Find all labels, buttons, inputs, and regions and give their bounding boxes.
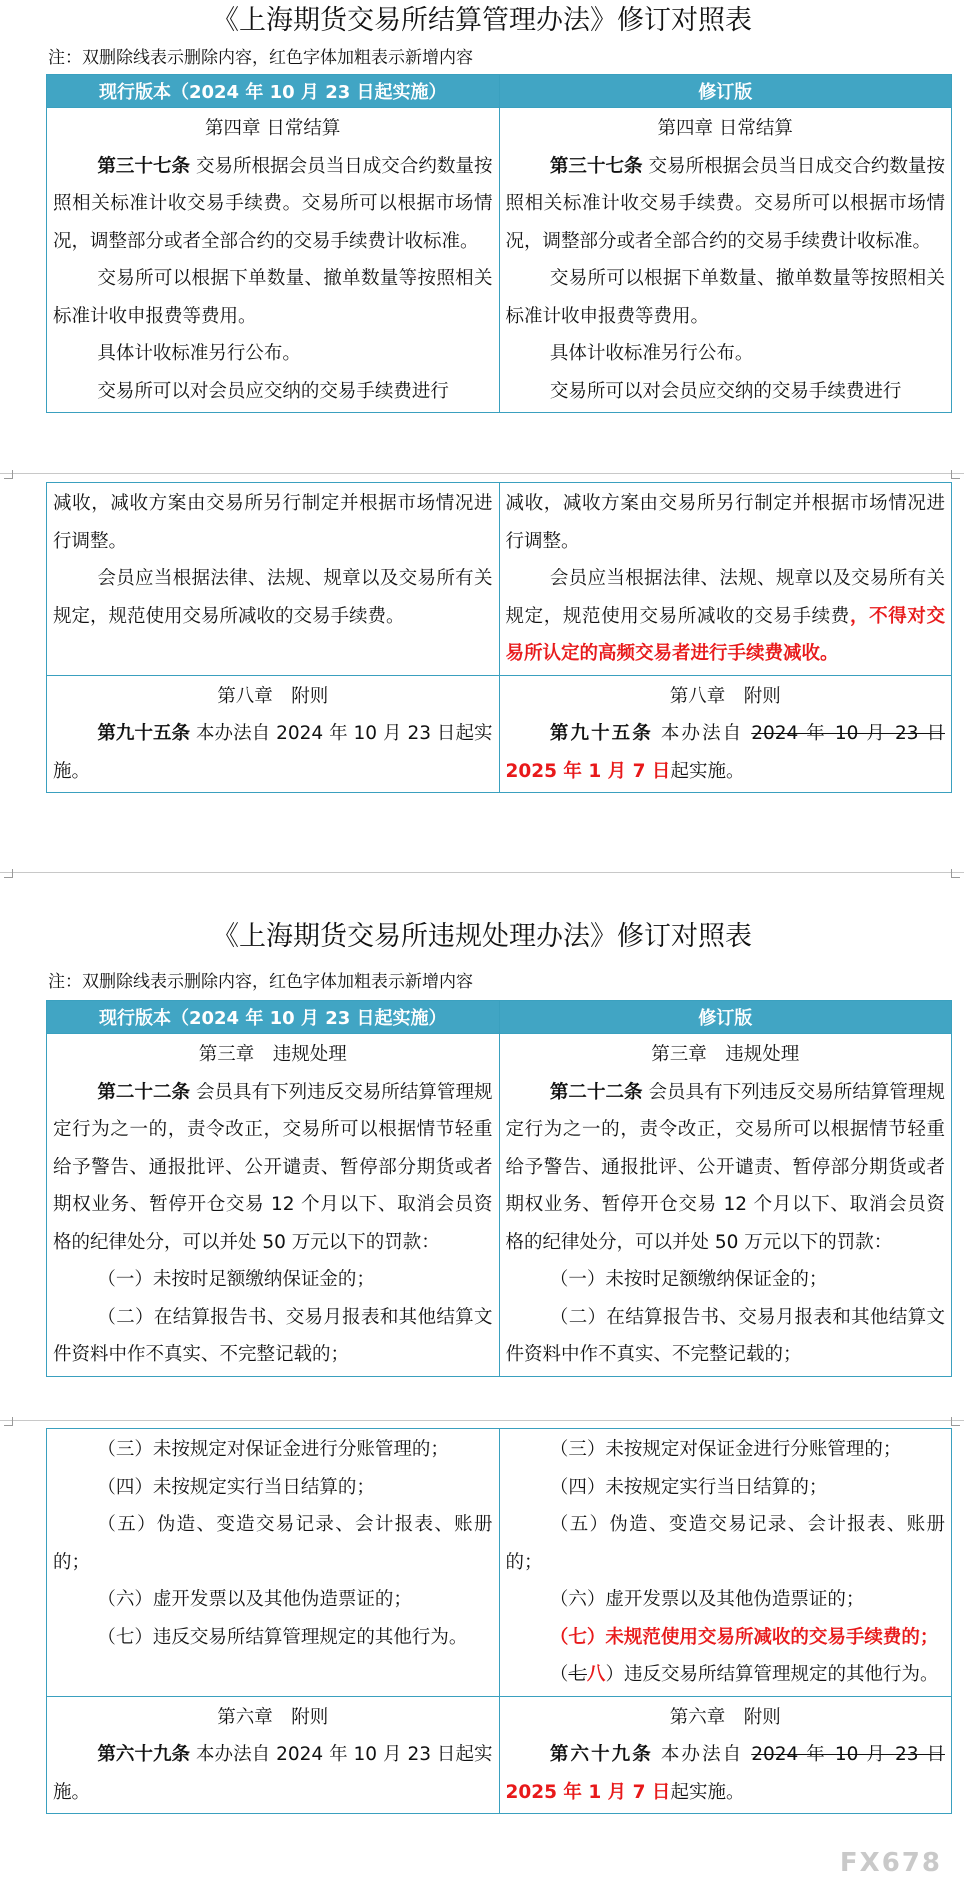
- revised-cell: [499, 483, 952, 676]
- article-text: 交易所根据会员当日成交合约数量按照相关标准计收交易手续费。交易所可以根据市场情况，调整部分或者全部合约的交易手续费计收标准。: [505, 155, 945, 252]
- chapter-heading: 第三章 违规处理: [198, 1044, 347, 1065]
- current-cell: [47, 108, 500, 413]
- header-current: 现行版本（2024 年 10 月 23 日起实施）: [47, 75, 500, 108]
- header-revised: 修订版: [499, 1001, 952, 1034]
- list-item: [506, 1656, 946, 1694]
- chapter-heading: 第六章 附则: [217, 1706, 329, 1728]
- list-item: （一）未按时足额缴纳保证金的；: [549, 1269, 828, 1290]
- paragraph: 减收，减收方案由交易所另行制定并根据市场情况进行调整。: [53, 493, 493, 552]
- doc1-table-page2: [46, 482, 952, 793]
- article-number: 第九十五条: [549, 723, 653, 744]
- article-paragraph: [53, 715, 493, 790]
- article-number: 第三十七条: [549, 155, 643, 177]
- table-row: [47, 1034, 952, 1377]
- chapter-heading: 第四章 日常结算: [205, 118, 341, 139]
- article-text: 本办法自 2024 年 10 月 23 日起实施。: [53, 1744, 493, 1803]
- page-break: [0, 1420, 964, 1421]
- page-break: [0, 872, 964, 873]
- article-paragraph: [53, 1074, 493, 1262]
- paragraph: 具体计收标准另行公布。: [549, 343, 754, 364]
- revised-cell: [499, 1429, 952, 1697]
- doc1-table-page1: [46, 74, 952, 413]
- deleted-text: 2024 年 10 月 23 日: [751, 1744, 945, 1765]
- current-cell: [47, 675, 500, 793]
- paragraph-text: 会员应当根据法律、法规、规章以及交易所有关规定，规范使用交易所减收的交易手续费: [505, 568, 945, 627]
- current-cell: [47, 1696, 500, 1814]
- added-text: ，不得对交易所认定的高频交易者进行手续费减收。: [505, 605, 945, 664]
- article-number: 第二十二条: [549, 1081, 643, 1103]
- article-text: 交易所根据会员当日成交合约数量按照相关标准计收交易手续费。交易所可以根据市场情况，调整部分或者全部合约的交易手续费计收标准。: [53, 155, 493, 252]
- article-number: 第六十九条: [97, 1744, 191, 1765]
- current-cell: [47, 1034, 500, 1377]
- table-row: [47, 675, 952, 793]
- list-item: （六）虚开发票以及其他伪造票证的；: [549, 1589, 865, 1610]
- article-paragraph: [53, 1736, 493, 1811]
- article-number: 第二十二条: [97, 1081, 191, 1103]
- paragraph: 具体计收标准另行公布。: [97, 343, 301, 364]
- deleted-text: 七: [568, 1664, 587, 1685]
- table-row: [47, 483, 952, 676]
- article-text: 会员具有下列违反交易所结算管理规定行为之一的，责令改正，交易所可以根据情节轻重给予警告、通报批评、公开谴责、暂停部分期货或者期权业务、暂停开仓交易 12 个月以下、取消会员资格的纪律处分，可以并处 50 万元以下的罚款：: [505, 1081, 945, 1253]
- watermark-logo: FX678: [839, 1848, 942, 1878]
- article-text: 本办法自 2024 年 10 月 23 日起实施。: [53, 723, 493, 782]
- list-item: （五）伪造、变造交易记录、会计报表、账册的；: [53, 1514, 493, 1573]
- list-item: （二）在结算报告书、交易月报表和其他结算文件资料中作不真实、不完整记载的；: [505, 1306, 945, 1365]
- list-item: （五）伪造、变造交易记录、会计报表、账册的；: [505, 1514, 945, 1573]
- table-header-row: [47, 1001, 952, 1034]
- list-item: （四）未按规定实行当日结算的；: [97, 1476, 375, 1498]
- chapter-heading: 第六章 附则: [669, 1706, 781, 1728]
- added-text: （七）未规范使用交易所减收的交易手续费的；: [549, 1626, 939, 1648]
- revised-cell: [499, 675, 952, 793]
- list-item: （三）未按规定对保证金进行分账管理的；: [549, 1439, 902, 1460]
- list-item-added: [506, 1619, 946, 1657]
- article-text: 起实施。: [670, 760, 745, 782]
- header-revised: 修订版: [499, 75, 952, 108]
- article-text: 本办法自: [652, 1744, 752, 1765]
- article-paragraph: [506, 1074, 946, 1262]
- page-break: [0, 473, 964, 474]
- header-current: 现行版本（2024 年 10 月 23 日起实施）: [47, 1001, 500, 1034]
- paragraph: 交易所可以根据下单数量、撤单数量等按照相关标准计收申报费等费用。: [505, 268, 945, 327]
- doc1-title: 《上海期货交易所结算管理办法》修订对照表: [212, 5, 752, 36]
- revised-cell: [499, 108, 952, 413]
- table-row: [47, 108, 952, 413]
- doc2-table-page2: [46, 1428, 952, 1814]
- deleted-text: 2024 年 10 月 23 日: [751, 723, 945, 744]
- list-item: （二）在结算报告书、交易月报表和其他结算文件资料中作不真实、不完整记载的；: [53, 1306, 493, 1365]
- chapter-heading: 第八章 附则: [217, 685, 329, 707]
- article-number: 第三十七条: [97, 155, 191, 177]
- added-text: 2025 年 1 月 7 日: [505, 1781, 671, 1803]
- doc2-title: 《上海期货交易所违规处理办法》修订对照表: [212, 921, 752, 952]
- article-paragraph: [53, 148, 493, 261]
- table-header-row: [47, 75, 952, 108]
- table-row: [47, 1429, 952, 1697]
- chapter-heading: 第三章 违规处理: [651, 1044, 800, 1065]
- doc2-note: 注：双删除线表示删除内容，红色字体加粗表示新增内容: [48, 972, 473, 992]
- article-paragraph: [506, 1736, 946, 1811]
- paragraph: [506, 560, 946, 673]
- article-number: 第九十五条: [97, 723, 191, 744]
- doc1-note: 注：双删除线表示删除内容，红色字体加粗表示新增内容: [48, 48, 473, 68]
- paragraph: 会员应当根据法律、法规、规章以及交易所有关规定，规范使用交易所减收的交易手续费。: [53, 568, 493, 627]
- revised-cell: [499, 1696, 952, 1814]
- paragraph: 交易所可以对会员应交纳的交易手续费进行: [549, 380, 902, 402]
- article-text: 会员具有下列违反交易所结算管理规定行为之一的，责令改正，交易所可以根据情节轻重给予警告、通报批评、公开谴责、暂停部分期货或者期权业务、暂停开仓交易 12 个月以下、取消会员资格的纪律处分，可以并处 50 万元以下的罚款：: [53, 1081, 493, 1253]
- list-item: （六）虚开发票以及其他伪造票证的；: [97, 1589, 412, 1610]
- current-cell: [47, 1429, 500, 1697]
- paragraph: 交易所可以根据下单数量、撤单数量等按照相关标准计收申报费等费用。: [53, 268, 493, 327]
- list-item: （四）未按规定实行当日结算的；: [549, 1476, 828, 1498]
- doc2-table-page1: [46, 1000, 952, 1377]
- current-cell: [47, 483, 500, 676]
- article-paragraph: [506, 715, 946, 790]
- list-item: （三）未按规定对保证金进行分账管理的；: [97, 1439, 449, 1460]
- article-text: 本办法自: [652, 723, 752, 744]
- article-text: 起实施。: [670, 1781, 745, 1803]
- article-number: 第六十九条: [549, 1744, 653, 1765]
- list-item-text: ）违反交易所结算管理规定的其他行为。: [605, 1664, 939, 1685]
- list-item-text: （: [549, 1664, 569, 1685]
- chapter-heading: 第八章 附则: [669, 685, 781, 707]
- added-text: 八: [586, 1664, 606, 1685]
- article-paragraph: [506, 148, 946, 261]
- list-item: （七）违反交易所结算管理规定的其他行为。: [97, 1626, 468, 1648]
- added-text: 2025 年 1 月 7 日: [505, 760, 671, 782]
- list-item: （一）未按时足额缴纳保证金的；: [97, 1269, 375, 1290]
- paragraph: 减收，减收方案由交易所另行制定并根据市场情况进行调整。: [505, 493, 945, 552]
- table-row: [47, 1696, 952, 1814]
- revised-cell: [499, 1034, 952, 1377]
- chapter-heading: 第四章 日常结算: [657, 118, 793, 139]
- paragraph: 交易所可以对会员应交纳的交易手续费进行: [97, 380, 449, 402]
